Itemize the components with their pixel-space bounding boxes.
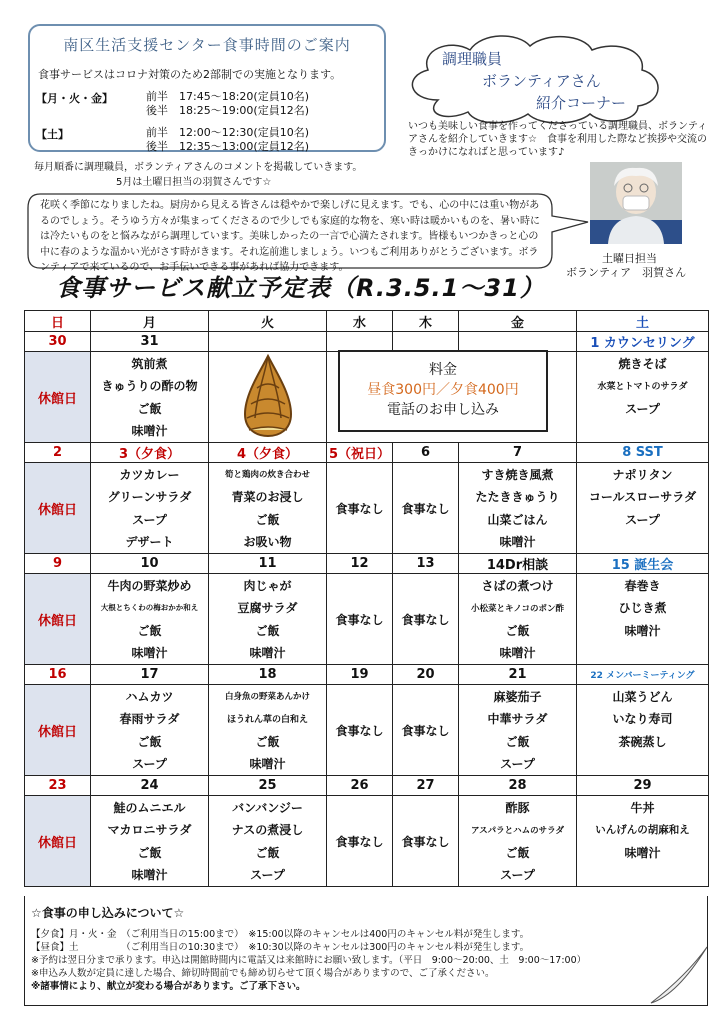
no-meal-cell: 食事なし xyxy=(393,796,459,887)
menu-item xyxy=(577,753,709,776)
introduction-cloud xyxy=(398,30,668,126)
date-cell: 5（祝日） xyxy=(327,443,393,463)
date-cell: 27 xyxy=(393,776,459,796)
menu-item: ご飯 xyxy=(91,397,209,420)
may-volunteer-notice: 5月は土曜日担当の羽賀さんです☆ xyxy=(116,177,272,188)
notes-line: 【夕食】月・火・金 （ご利用当日の15:00まで） ※15:00以降のキャンセルは400円のキャンセル料が発生します。 xyxy=(31,929,530,940)
menu-item: 焼きそば xyxy=(577,352,709,375)
menu-item: 筑前煮 xyxy=(91,352,209,375)
menu-item: スープ xyxy=(577,508,709,531)
menu-item: 味噌汁 xyxy=(209,642,327,665)
menu-item: 茶碗蒸し xyxy=(577,730,709,753)
date-cell: 6 xyxy=(393,443,459,463)
menu-item: ナポリタン xyxy=(577,463,709,486)
menu-item: ほうれん草の白和え xyxy=(209,708,327,731)
menu-item: カツカレー xyxy=(91,463,209,486)
volunteer-comment: 花咲く季節になりましたね。厨房から見える皆さんは穏やかで楽しげに見えます。でも、心の中には重い物があるのでしょう。そうゆう方々が集まってくださるので少しでも家庭的な物を、寒い時は暖かいものを、暑い時には冷たいものをと悩みながら調理しています。美味しかったの一言で心満たされます。皆様もいつかきっと心の中に春のような温かい光がさす時がきます。それ迄前進しましょう。いつもご利用ありがとうございます。ボランティアで来ているので、お手伝いできる事があれば協力できます。 xyxy=(40,200,540,273)
date-cell: 2 xyxy=(25,443,91,463)
menu-item: 水菜とトマトのサラダ xyxy=(577,375,709,398)
weekday-first-slot: 前半 17:45～18:20(定員10名) xyxy=(146,90,309,103)
menu-item: スープ xyxy=(577,397,709,420)
menu-item: きゅうりの酢の物 xyxy=(91,375,209,398)
no-meal-cell: 食事なし xyxy=(327,796,393,887)
closed-cell: 休館日 xyxy=(25,463,91,554)
date-cell: 26 xyxy=(327,776,393,796)
menu-item: ご飯 xyxy=(209,619,327,642)
date-cell xyxy=(393,332,459,352)
menu-item: ご飯 xyxy=(91,730,209,753)
menu-item xyxy=(577,642,709,665)
cloud-line-volunteer: ボランティアさん xyxy=(482,72,601,90)
date-cell: 28 xyxy=(459,776,577,796)
menu-item: グリーンサラダ xyxy=(91,486,209,509)
header-sun: 日 xyxy=(25,311,91,332)
notes-line: ※予約は翌日分まで承ります。申込は開館時間内に電話又は来館時にお願い致します。（平日 9:00～20:00、土 9:00～17:00） xyxy=(31,955,587,966)
menu-item: たたききゅうり xyxy=(459,486,577,509)
cloud-line-staff: 調理職員 xyxy=(442,50,503,68)
date-cell: 12 xyxy=(327,554,393,574)
date-cell: 17 xyxy=(91,665,209,685)
weekday-label: 【月・火・金】 xyxy=(36,92,113,105)
menu-item: 白身魚の野菜あんかけ xyxy=(209,685,327,708)
closed-cell: 休館日 xyxy=(25,352,91,443)
date-cell: 20 xyxy=(393,665,459,685)
menu-item: 青菜のお浸し xyxy=(209,486,327,509)
menu-item: 中華サラダ xyxy=(459,708,577,731)
menu-item: 味噌汁 xyxy=(577,841,709,864)
week1-date-row xyxy=(25,332,709,352)
introduction-text: いつも美味しい食事を作ってくださっている調理職員、ボランティアさんを紹介していきます☆ 食事を利用した際など挨拶や交流のきっかけになればと思っています♪ xyxy=(408,121,708,158)
date-cell: 13 xyxy=(393,554,459,574)
weekday-second-slot: 後半 18:25～19:00(定員12名) xyxy=(146,104,309,117)
date-cell: 1 カウンセリング xyxy=(577,332,709,352)
menu-item: アスパラとハムのサラダ xyxy=(459,819,577,842)
notes-line: ※申込み人数が定員に達した場合、締切時間前でも締め切らせて頂く場合がありますので、ご了承ください。 xyxy=(31,968,495,979)
no-meal-cell: 食事なし xyxy=(393,685,459,776)
week4-menu-row xyxy=(25,685,709,708)
meal-hours-box xyxy=(28,24,386,152)
menu-item: マカロニサラダ xyxy=(91,819,209,842)
saturday-label: 【土】 xyxy=(36,128,69,141)
date-cell: 31 xyxy=(91,332,209,352)
date-cell: 3（夕食） xyxy=(91,443,209,463)
menu-item: ご飯 xyxy=(459,619,577,642)
menu-item: デザート xyxy=(91,531,209,554)
menu-item xyxy=(577,531,709,554)
week4-date-row xyxy=(25,665,709,685)
menu-item: 味噌汁 xyxy=(459,531,577,554)
menu-item: スープ xyxy=(91,753,209,776)
date-cell: 21 xyxy=(459,665,577,685)
date-cell xyxy=(209,332,327,352)
comment-notice: 毎月順番に調理職員，ボランティアさんのコメントを掲載していきます。 xyxy=(34,162,363,173)
hours-notice: 食事サービスはコロナ対策のため2部制での実施となります。 xyxy=(38,68,342,81)
bamboo-shoot-icon xyxy=(233,354,303,438)
no-meal-cell: 食事なし xyxy=(393,574,459,665)
week3-date-row xyxy=(25,554,709,574)
menu-item: ナスの煮浸し xyxy=(209,819,327,842)
menu-item: 肉じゃが xyxy=(209,574,327,597)
menu-item: スープ xyxy=(459,753,577,776)
menu-item: 筍と鶏肉の炊き合わせ xyxy=(209,463,327,486)
menu-item: ご飯 xyxy=(459,841,577,864)
menu-item: 味噌汁 xyxy=(577,619,709,642)
menu-item: 牛丼 xyxy=(577,796,709,819)
menu-item: 味噌汁 xyxy=(209,753,327,776)
menu-item: お吸い物 xyxy=(209,531,327,554)
week3-menu-row xyxy=(25,574,709,597)
menu-item: 味噌汁 xyxy=(91,420,209,443)
weekday-header-row xyxy=(25,311,709,332)
header-thu: 木 xyxy=(393,311,459,332)
week2-menu-row xyxy=(25,463,709,486)
menu-item: ご飯 xyxy=(91,841,209,864)
person-icon xyxy=(590,162,682,244)
menu-item: ひじき煮 xyxy=(577,597,709,620)
menu-item: ご飯 xyxy=(209,841,327,864)
header-fri: 金 xyxy=(459,311,577,332)
week5-menu-row xyxy=(25,796,709,819)
menu-item: スープ xyxy=(459,864,577,887)
menu-title: 食事サービス献立予定表（R.3.5.1～31） xyxy=(56,274,545,302)
date-cell: 7 xyxy=(459,443,577,463)
menu-item: ご飯 xyxy=(91,619,209,642)
menu-item: 麻婆茄子 xyxy=(459,685,577,708)
volunteer-photo xyxy=(590,162,682,244)
date-cell: 30 xyxy=(25,332,91,352)
date-cell: 19 xyxy=(327,665,393,685)
menu-item: 春巻き xyxy=(577,574,709,597)
price-heading: 料金 xyxy=(429,362,457,378)
date-cell: 22 メンバーミーティング xyxy=(577,665,709,685)
menu-item: ご飯 xyxy=(209,730,327,753)
header-wed: 水 xyxy=(327,311,393,332)
menu-item: いんげんの胡麻和え xyxy=(577,819,709,842)
notes-heading: ☆食事の申し込みについて☆ xyxy=(31,906,185,920)
week2-date-row xyxy=(25,443,709,463)
volunteer-comment-bubble xyxy=(26,192,554,273)
no-meal-cell: 食事なし xyxy=(327,685,393,776)
hours-title: 南区生活支援センター食事時間のご案内 xyxy=(63,36,351,54)
date-cell: 14Dr相談 xyxy=(459,554,577,574)
menu-item: いなり寿司 xyxy=(577,708,709,731)
menu-item: スープ xyxy=(91,508,209,531)
menu-item: 味噌汁 xyxy=(459,642,577,665)
saturday-second-slot: 後半 12:35～13:00(定員12名) xyxy=(146,140,309,153)
menu-item: スープ xyxy=(209,864,327,887)
cloud-line-corner: 紹介コーナー xyxy=(536,94,627,112)
date-cell: 4（夕食） xyxy=(209,443,327,463)
photo-caption-role: 土曜日担当 xyxy=(602,252,657,265)
phone-order-text: 電話のお申し込み xyxy=(387,402,499,418)
menu-item: 牛肉の野菜炒め xyxy=(91,574,209,597)
page-curl-icon xyxy=(647,945,707,1005)
bamboo-shoot-illustration xyxy=(209,352,327,443)
closed-cell: 休館日 xyxy=(25,685,91,776)
menu-item: 春雨サラダ xyxy=(91,708,209,731)
notes-line: 【昼食】土 （ご利用当日の10:30まで） ※10:30以降のキャンセルは300円のキャンセル料が発生します。 xyxy=(31,942,530,953)
menu-item xyxy=(577,864,709,887)
menu-item: ハムカツ xyxy=(91,685,209,708)
date-cell: 15 誕生会 xyxy=(577,554,709,574)
date-cell xyxy=(459,332,577,352)
closed-cell: 休館日 xyxy=(25,574,91,665)
order-notes xyxy=(24,896,708,1006)
menu-item: 酢豚 xyxy=(459,796,577,819)
date-cell: 29 xyxy=(577,776,709,796)
date-cell: 18 xyxy=(209,665,327,685)
menu-item: 味噌汁 xyxy=(91,864,209,887)
menu-item: バンバンジー xyxy=(209,796,327,819)
menu-item: 小松菜とキノコのポン酢 xyxy=(459,597,577,620)
menu-item: 大根とちくわの梅おかか和え xyxy=(91,597,209,620)
menu-item: 味噌汁 xyxy=(91,642,209,665)
date-cell: 24 xyxy=(91,776,209,796)
menu-item: 山菜ごはん xyxy=(459,508,577,531)
date-cell xyxy=(327,332,393,352)
photo-caption-name: ボランティア 羽賀さん xyxy=(566,266,687,279)
no-meal-cell: 食事なし xyxy=(327,463,393,554)
menu-item xyxy=(577,420,709,443)
week5-date-row xyxy=(25,776,709,796)
date-cell: 25 xyxy=(209,776,327,796)
header-sat: 土 xyxy=(577,311,709,332)
menu-item: 山菜うどん xyxy=(577,685,709,708)
date-cell: 11 xyxy=(209,554,327,574)
date-cell: 8 SST xyxy=(577,443,709,463)
closed-cell: 休館日 xyxy=(25,796,91,887)
no-meal-cell: 食事なし xyxy=(393,463,459,554)
header-mon: 月 xyxy=(91,311,209,332)
price-amount: 昼食300円／夕食400円 xyxy=(367,382,519,398)
price-box xyxy=(338,350,548,432)
notes-line: ※諸事情により、献立が変わる場合があります。ご了承下さい。 xyxy=(31,981,306,992)
menu-item: ご飯 xyxy=(209,508,327,531)
menu-item: 鮭のムニエル xyxy=(91,796,209,819)
date-cell: 10 xyxy=(91,554,209,574)
menu-item: コールスローサラダ xyxy=(577,486,709,509)
date-cell: 16 xyxy=(25,665,91,685)
date-cell: 23 xyxy=(25,776,91,796)
saturday-first-slot: 前半 12:00～12:30(定員10名) xyxy=(146,126,309,139)
menu-item: 豆腐サラダ xyxy=(209,597,327,620)
menu-item: すき焼き風煮 xyxy=(459,463,577,486)
menu-item: ご飯 xyxy=(459,730,577,753)
menu-item: さばの煮つけ xyxy=(459,574,577,597)
header-tue: 火 xyxy=(209,311,327,332)
no-meal-cell: 食事なし xyxy=(327,574,393,665)
date-cell: 9 xyxy=(25,554,91,574)
